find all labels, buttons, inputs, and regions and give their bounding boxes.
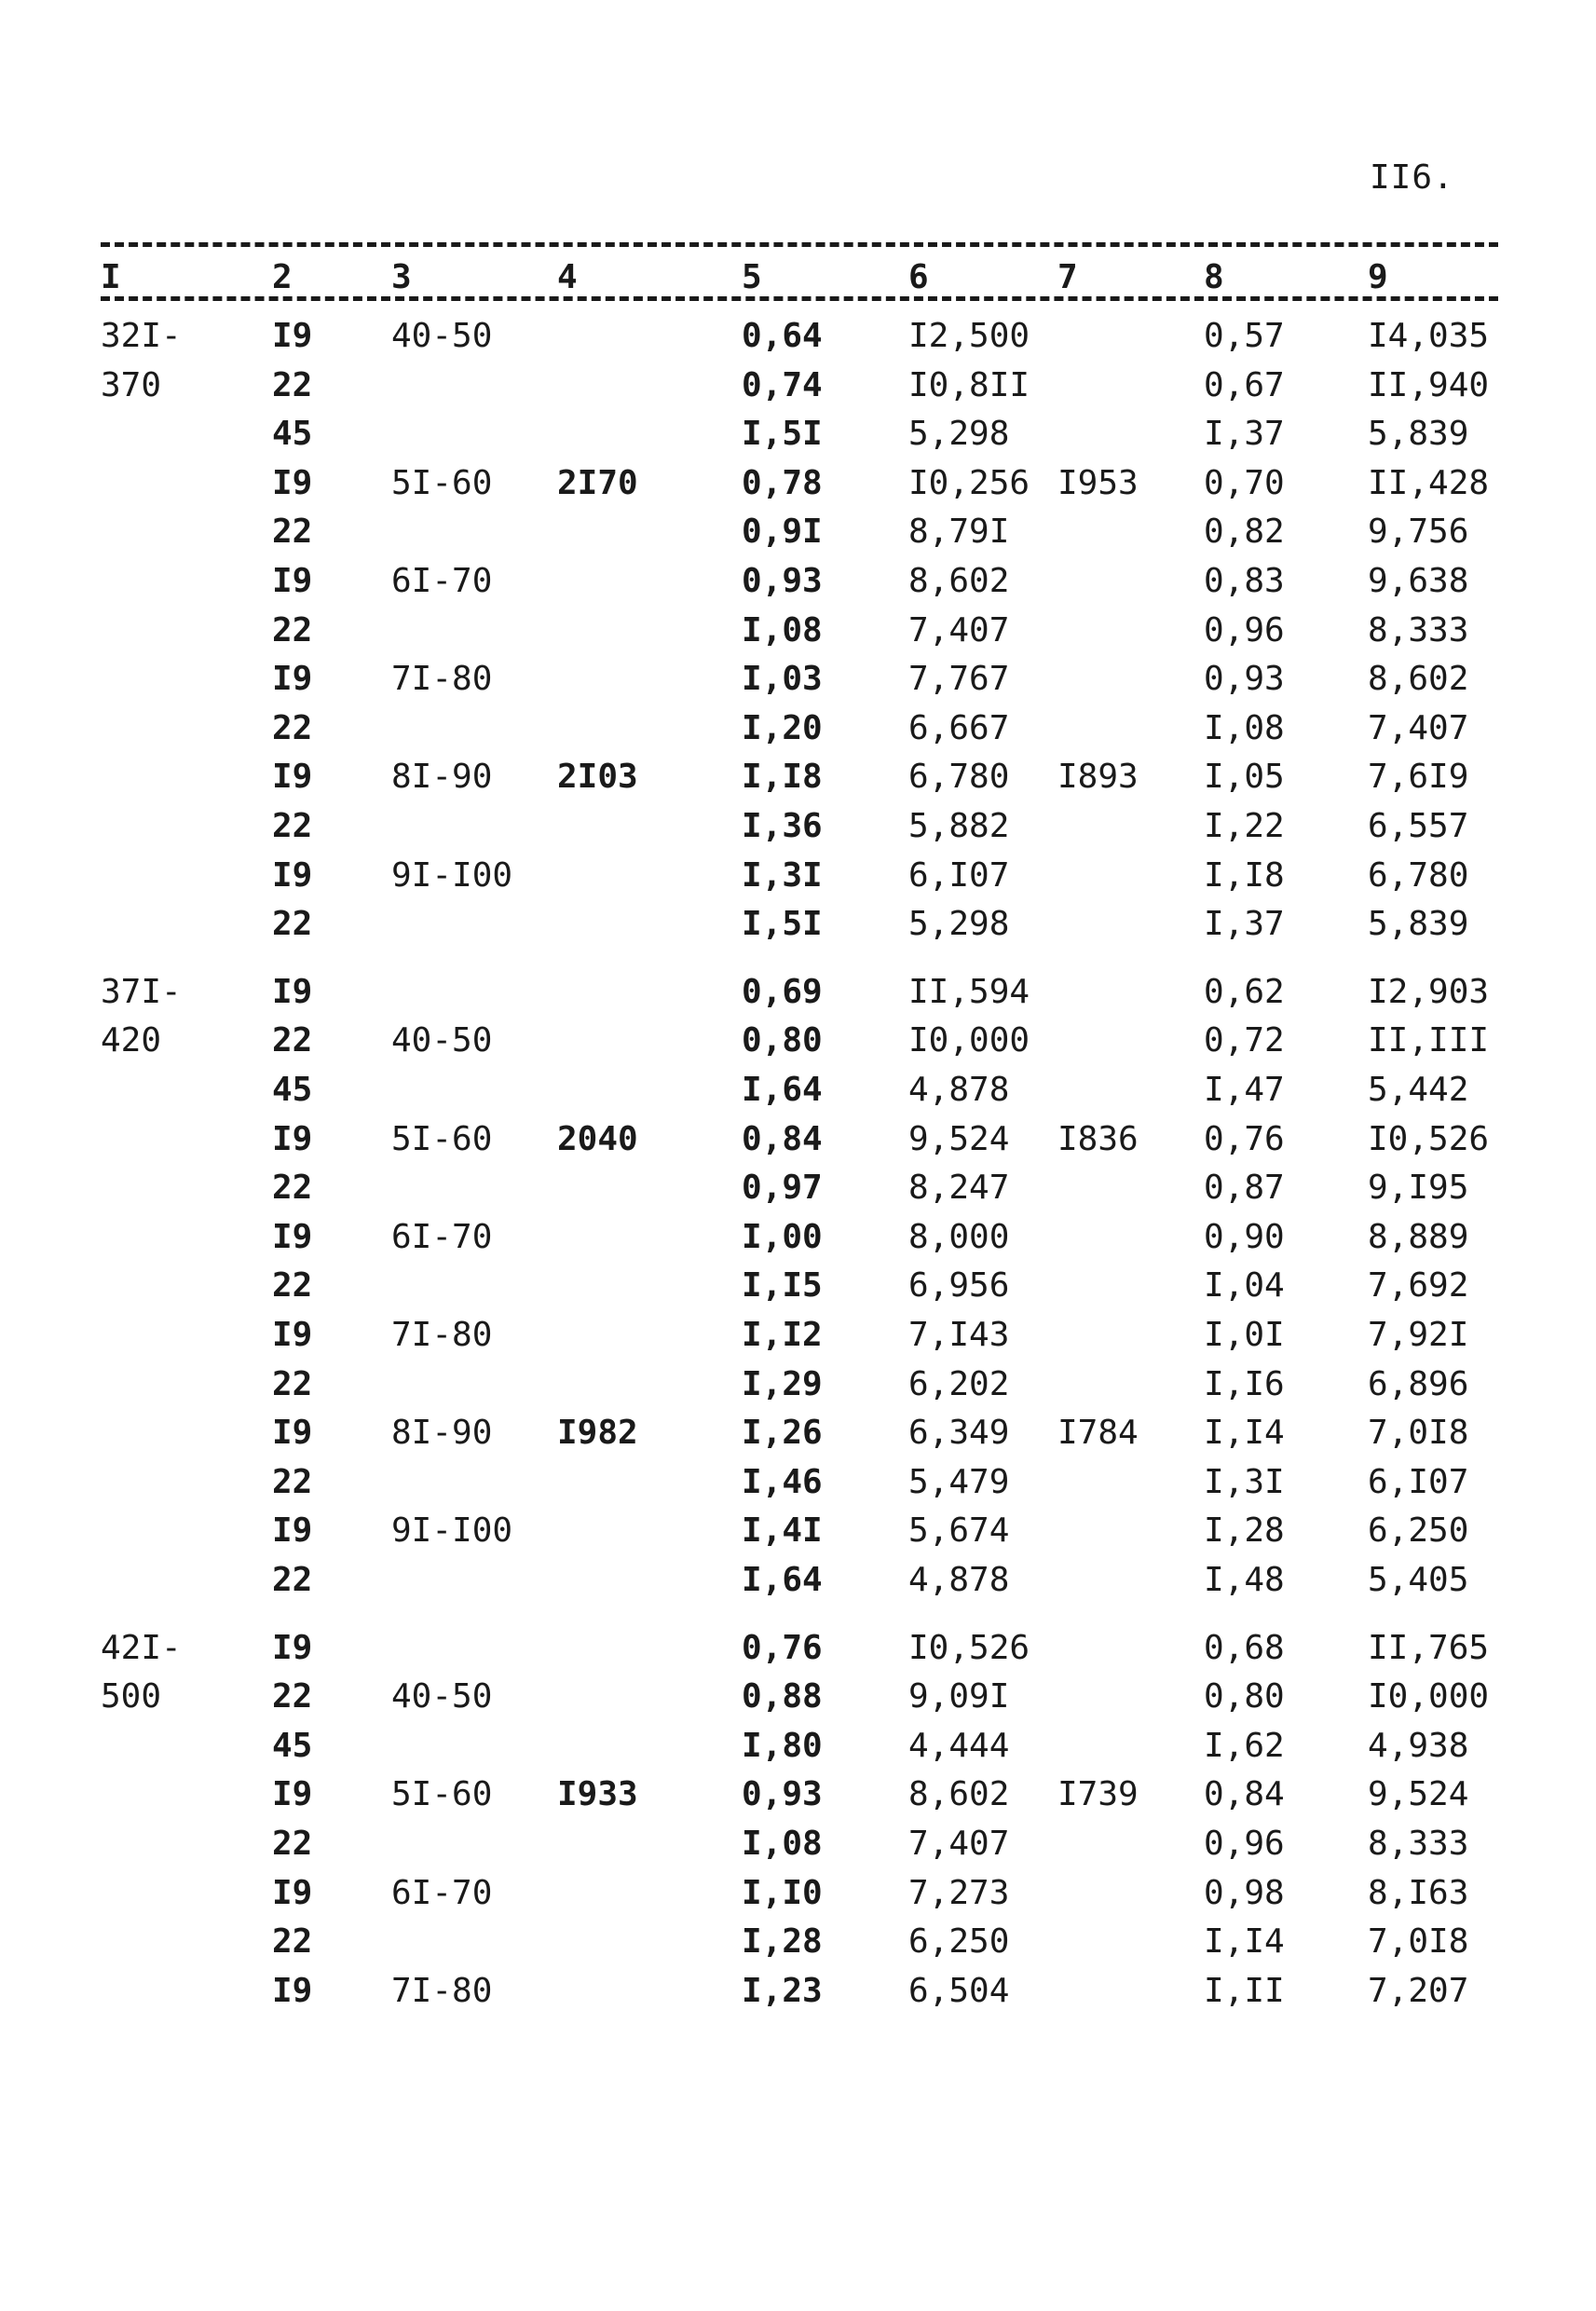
table-cell-col-7: I836 <box>1057 1120 1139 1158</box>
table-cell-col-2: 45 <box>272 1071 313 1109</box>
column-header-6: 6 <box>908 258 929 296</box>
table-cell-col-5: I,00 <box>742 1218 823 1256</box>
table-cell-col-9: 8,I63 <box>1368 1874 1469 1912</box>
table-cell-col-5: I,I8 <box>742 758 823 796</box>
table-cell-col-2: 22 <box>272 1677 313 1716</box>
table-cell-col-8: I,47 <box>1204 1071 1285 1109</box>
table-cell-col-6: 8,247 <box>908 1169 1010 1207</box>
column-header-2: 2 <box>272 258 293 296</box>
table-cell-col-1: 42I- <box>101 1629 182 1667</box>
table-cell-col-9: 6,780 <box>1368 856 1469 895</box>
table-cell-col-2: I9 <box>272 464 313 502</box>
table-cell-col-2: I9 <box>272 1775 313 1813</box>
table-cell-col-8: 0,62 <box>1204 973 1285 1011</box>
table-cell-col-7: I893 <box>1057 758 1139 796</box>
table-cell-col-9: 9,524 <box>1368 1775 1469 1813</box>
table-cell-col-6: 4,878 <box>908 1071 1010 1109</box>
table-cell-col-6: 5,298 <box>908 905 1010 943</box>
table-cell-col-2: 22 <box>272 709 313 747</box>
table-cell-col-6: 6,250 <box>908 1922 1010 1961</box>
table-cell-col-6: 6,I07 <box>908 856 1010 895</box>
table-cell-col-1: 32I- <box>101 317 182 355</box>
table-cell-col-6: 7,767 <box>908 660 1010 698</box>
table-cell-col-5: I,5I <box>742 415 823 453</box>
table-cell-col-8: I,62 <box>1204 1727 1285 1765</box>
table-cell-col-6: 5,674 <box>908 1511 1010 1550</box>
table-cell-col-9: 4,938 <box>1368 1727 1469 1765</box>
table-cell-col-2: 22 <box>272 807 313 845</box>
table-cell-col-6: 7,407 <box>908 611 1010 650</box>
table-cell-col-3: 8I-90 <box>391 1414 493 1452</box>
table-cell-col-6: 6,956 <box>908 1266 1010 1305</box>
table-cell-col-8: I,0I <box>1204 1316 1285 1354</box>
table-cell-col-5: I,28 <box>742 1922 823 1961</box>
table-cell-col-8: I,I6 <box>1204 1365 1285 1403</box>
table-cell-col-6: I2,500 <box>908 317 1030 355</box>
table-cell-col-2: 22 <box>272 905 313 943</box>
table-cell-col-9: 5,405 <box>1368 1561 1469 1599</box>
table-cell-col-8: 0,72 <box>1204 1021 1285 1060</box>
table-cell-col-2: 22 <box>272 1266 313 1305</box>
table-cell-col-9: 7,692 <box>1368 1266 1469 1305</box>
table-cell-col-8: 0,98 <box>1204 1874 1285 1912</box>
table-cell-col-2: I9 <box>272 1120 313 1158</box>
table-cell-col-5: I,80 <box>742 1727 823 1765</box>
table-cell-col-2: I9 <box>272 758 313 796</box>
table-cell-col-8: 0,76 <box>1204 1120 1285 1158</box>
table-cell-col-2: I9 <box>272 1218 313 1256</box>
column-header-7: 7 <box>1057 258 1078 296</box>
table-cell-col-8: I,I4 <box>1204 1922 1285 1961</box>
table-cell-col-6: 9,524 <box>908 1120 1010 1158</box>
table-cell-col-6: 6,780 <box>908 758 1010 796</box>
table-cell-col-9: 8,333 <box>1368 1825 1469 1863</box>
table-cell-col-8: 0,87 <box>1204 1169 1285 1207</box>
table-cell-col-9: 5,839 <box>1368 905 1469 943</box>
table-cell-col-8: 0,67 <box>1204 366 1285 404</box>
table-cell-col-5: I,I0 <box>742 1874 823 1912</box>
table-cell-col-1: 420 <box>101 1021 162 1060</box>
table-cell-col-5: 0,64 <box>742 317 823 355</box>
table-cell-col-9: I4,035 <box>1368 317 1490 355</box>
table-cell-col-5: I,08 <box>742 1825 823 1863</box>
table-cell-col-5: I,03 <box>742 660 823 698</box>
table-cell-col-8: I,I4 <box>1204 1414 1285 1452</box>
table-cell-col-5: 0,93 <box>742 1775 823 1813</box>
table-cell-col-4: 2I03 <box>557 758 638 796</box>
table-cell-col-9: 7,0I8 <box>1368 1922 1469 1961</box>
table-cell-col-5: I,26 <box>742 1414 823 1452</box>
table-cell-col-3: 40-50 <box>391 1677 493 1716</box>
table-cell-col-9: 8,602 <box>1368 660 1469 698</box>
table-cell-col-9: II,428 <box>1368 464 1490 502</box>
table-cell-col-2: I9 <box>272 1316 313 1354</box>
table-cell-col-4: I933 <box>557 1775 638 1813</box>
table-cell-col-2: 22 <box>272 1922 313 1961</box>
table-cell-col-9: II,III <box>1368 1021 1490 1060</box>
table-cell-col-9: 9,I95 <box>1368 1169 1469 1207</box>
table-cell-col-5: 0,78 <box>742 464 823 502</box>
table-cell-col-9: 7,407 <box>1368 709 1469 747</box>
table-cell-col-6: 4,444 <box>908 1727 1010 1765</box>
table-cell-col-5: 0,93 <box>742 562 823 600</box>
column-header-9: 9 <box>1368 258 1388 296</box>
table-cell-col-3: 40-50 <box>391 1021 493 1060</box>
table-cell-col-9: 7,207 <box>1368 1972 1469 2010</box>
table-cell-col-1: 500 <box>101 1677 162 1716</box>
table-cell-col-6: 8,602 <box>908 1775 1010 1813</box>
table-cell-col-6: 8,602 <box>908 562 1010 600</box>
table-cell-col-6: I0,526 <box>908 1629 1030 1667</box>
table-cell-col-6: 8,000 <box>908 1218 1010 1256</box>
table-cell-col-9: 9,638 <box>1368 562 1469 600</box>
table-cell-col-6: 5,298 <box>908 415 1010 453</box>
table-cell-col-5: I,46 <box>742 1463 823 1501</box>
table-cell-col-5: 0,76 <box>742 1629 823 1667</box>
dashed-rule-top <box>101 242 1498 247</box>
table-cell-col-7: I784 <box>1057 1414 1139 1452</box>
table-cell-col-8: I,I8 <box>1204 856 1285 895</box>
table-cell-col-3: 7I-80 <box>391 660 493 698</box>
column-header-1: I <box>101 258 121 296</box>
table-cell-col-9: II,765 <box>1368 1629 1490 1667</box>
table-cell-col-5: 0,88 <box>742 1677 823 1716</box>
table-cell-col-2: I9 <box>272 562 313 600</box>
table-cell-col-3: 9I-I00 <box>391 1511 513 1550</box>
table-cell-col-6: 7,I43 <box>908 1316 1010 1354</box>
table-cell-col-8: I,II <box>1204 1972 1285 2010</box>
column-header-8: 8 <box>1204 258 1224 296</box>
column-header-5: 5 <box>742 258 762 296</box>
table-cell-col-9: 6,250 <box>1368 1511 1469 1550</box>
table-cell-col-3: 7I-80 <box>391 1972 493 2010</box>
table-cell-col-6: 9,09I <box>908 1677 1010 1716</box>
table-cell-col-9: 7,6I9 <box>1368 758 1469 796</box>
table-cell-col-6: 4,878 <box>908 1561 1010 1599</box>
table-cell-col-9: 6,557 <box>1368 807 1469 845</box>
table-cell-col-9: I0,000 <box>1368 1677 1490 1716</box>
table-cell-col-2: I9 <box>272 973 313 1011</box>
table-cell-col-5: 0,69 <box>742 973 823 1011</box>
table-cell-col-1: 37I- <box>101 973 182 1011</box>
table-cell-col-5: I,3I <box>742 856 823 895</box>
table-cell-col-3: 6I-70 <box>391 1218 493 1256</box>
table-cell-col-9: 8,889 <box>1368 1218 1469 1256</box>
table-cell-col-9: 5,442 <box>1368 1071 1469 1109</box>
table-cell-col-3: 5I-60 <box>391 1775 493 1813</box>
table-cell-col-6: 7,407 <box>908 1825 1010 1863</box>
table-cell-col-5: I,29 <box>742 1365 823 1403</box>
table-cell-col-5: 0,97 <box>742 1169 823 1207</box>
table-cell-col-3: 8I-90 <box>391 758 493 796</box>
table-cell-col-8: 0,96 <box>1204 1825 1285 1863</box>
table-cell-col-9: 8,333 <box>1368 611 1469 650</box>
table-cell-col-6: II,594 <box>908 973 1030 1011</box>
table-cell-col-2: 22 <box>272 1825 313 1863</box>
table-cell-col-9: I2,903 <box>1368 973 1490 1011</box>
table-cell-col-2: I9 <box>272 1874 313 1912</box>
table-cell-col-8: I,37 <box>1204 905 1285 943</box>
table-cell-col-2: 22 <box>272 1561 313 1599</box>
table-cell-col-5: I,I2 <box>742 1316 823 1354</box>
table-cell-col-8: I,28 <box>1204 1511 1285 1550</box>
table-cell-col-8: I,05 <box>1204 758 1285 796</box>
table-cell-col-6: I0,256 <box>908 464 1030 502</box>
table-cell-col-2: 22 <box>272 366 313 404</box>
column-header-3: 3 <box>391 258 412 296</box>
table-cell-col-8: I,3I <box>1204 1463 1285 1501</box>
table-cell-col-9: 9,756 <box>1368 513 1469 551</box>
table-cell-col-3: 5I-60 <box>391 464 493 502</box>
table-cell-col-3: 6I-70 <box>391 562 493 600</box>
table-cell-col-5: 0,9I <box>742 513 823 551</box>
table-cell-col-8: 0,70 <box>1204 464 1285 502</box>
table-cell-col-2: 45 <box>272 1727 313 1765</box>
column-header-4: 4 <box>557 258 578 296</box>
table-cell-col-3: 40-50 <box>391 317 493 355</box>
table-cell-col-8: 0,83 <box>1204 562 1285 600</box>
table-cell-col-6: 5,479 <box>908 1463 1010 1501</box>
table-cell-col-2: 22 <box>272 1365 313 1403</box>
table-cell-col-2: 22 <box>272 513 313 551</box>
table-cell-col-5: I,5I <box>742 905 823 943</box>
table-cell-col-3: 6I-70 <box>391 1874 493 1912</box>
table-cell-col-5: I,I5 <box>742 1266 823 1305</box>
table-cell-col-6: 6,504 <box>908 1972 1010 2010</box>
table-cell-col-6: 7,273 <box>908 1874 1010 1912</box>
table-cell-col-2: 22 <box>272 611 313 650</box>
table-cell-col-8: I,04 <box>1204 1266 1285 1305</box>
page-number: II6. <box>1370 158 1454 197</box>
table-cell-col-6: 8,79I <box>908 513 1010 551</box>
table-cell-col-6: 6,202 <box>908 1365 1010 1403</box>
table-cell-col-8: 0,93 <box>1204 660 1285 698</box>
dashed-rule-header <box>101 296 1498 301</box>
table-cell-col-6: 6,349 <box>908 1414 1010 1452</box>
table-cell-col-9: 7,0I8 <box>1368 1414 1469 1452</box>
table-cell-col-8: 0,80 <box>1204 1677 1285 1716</box>
table-cell-col-4: 2040 <box>557 1120 638 1158</box>
table-cell-col-8: 0,57 <box>1204 317 1285 355</box>
table-cell-col-8: 0,82 <box>1204 513 1285 551</box>
table-cell-col-5: 0,80 <box>742 1021 823 1060</box>
table-cell-col-9: 5,839 <box>1368 415 1469 453</box>
table-cell-col-2: I9 <box>272 660 313 698</box>
table-cell-col-7: I953 <box>1057 464 1139 502</box>
table-cell-col-5: I,23 <box>742 1972 823 2010</box>
table-cell-col-5: 0,74 <box>742 366 823 404</box>
table-cell-col-3: 5I-60 <box>391 1120 493 1158</box>
table-cell-col-5: I,4I <box>742 1511 823 1550</box>
table-cell-col-8: 0,96 <box>1204 611 1285 650</box>
table-cell-col-2: I9 <box>272 856 313 895</box>
table-cell-col-9: 6,I07 <box>1368 1463 1469 1501</box>
table-cell-col-9: 6,896 <box>1368 1365 1469 1403</box>
table-cell-col-3: 9I-I00 <box>391 856 513 895</box>
table-cell-col-2: I9 <box>272 1972 313 2010</box>
table-cell-col-2: 22 <box>272 1169 313 1207</box>
table-cell-col-2: I9 <box>272 1629 313 1667</box>
table-cell-col-2: 22 <box>272 1463 313 1501</box>
table-cell-col-8: 0,68 <box>1204 1629 1285 1667</box>
table-cell-col-6: 6,667 <box>908 709 1010 747</box>
table-cell-col-4: 2I70 <box>557 464 638 502</box>
table-cell-col-8: 0,90 <box>1204 1218 1285 1256</box>
table-cell-col-6: I0,8II <box>908 366 1030 404</box>
table-cell-col-5: I,64 <box>742 1561 823 1599</box>
table-cell-col-3: 7I-80 <box>391 1316 493 1354</box>
table-cell-col-7: I739 <box>1057 1775 1139 1813</box>
table-cell-col-9: II,940 <box>1368 366 1490 404</box>
table-cell-col-5: I,36 <box>742 807 823 845</box>
table-cell-col-5: I,64 <box>742 1071 823 1109</box>
table-cell-col-6: 5,882 <box>908 807 1010 845</box>
table-cell-col-6: I0,000 <box>908 1021 1030 1060</box>
table-cell-col-5: 0,84 <box>742 1120 823 1158</box>
table-cell-col-4: I982 <box>557 1414 638 1452</box>
table-cell-col-9: 7,92I <box>1368 1316 1469 1354</box>
table-cell-col-8: I,37 <box>1204 415 1285 453</box>
table-cell-col-8: I,22 <box>1204 807 1285 845</box>
table-cell-col-2: 45 <box>272 415 313 453</box>
table-cell-col-2: I9 <box>272 317 313 355</box>
table-cell-col-2: I9 <box>272 1511 313 1550</box>
table-cell-col-9: I0,526 <box>1368 1120 1490 1158</box>
table-cell-col-8: I,08 <box>1204 709 1285 747</box>
table-cell-col-1: 370 <box>101 366 162 404</box>
table-cell-col-2: 22 <box>272 1021 313 1060</box>
table-cell-col-8: I,48 <box>1204 1561 1285 1599</box>
table-cell-col-8: 0,84 <box>1204 1775 1285 1813</box>
table-cell-col-5: I,08 <box>742 611 823 650</box>
table-cell-col-5: I,20 <box>742 709 823 747</box>
table-cell-col-2: I9 <box>272 1414 313 1452</box>
